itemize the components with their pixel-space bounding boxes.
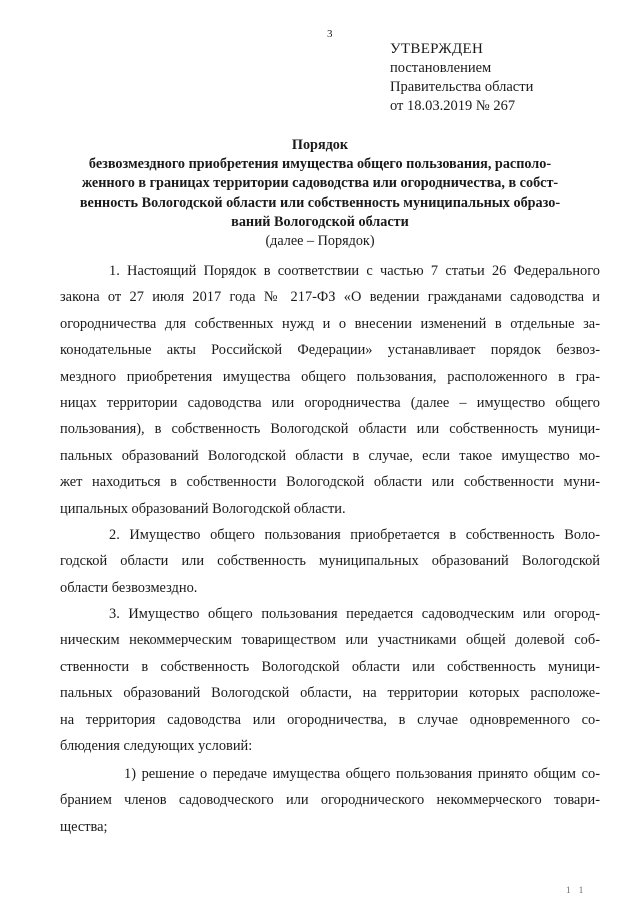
- paragraph-line: огородничества для собственных нужд и о внесении изменений в отдельные за-: [60, 315, 600, 332]
- paragraph-line: 1. Настоящий Порядок в соответствии с частью 7 статьи 26 Федерального: [109, 263, 600, 279]
- paragraph-3-item-1: [60, 761, 600, 840]
- approval-line-government: Правительства области: [390, 79, 534, 95]
- paragraph-line: ницах территории садоводства или огородничества (далее – имущество общего: [60, 394, 600, 411]
- paragraph-line: 2. Имущество общего пользования приобретается в собственность Воло-: [109, 527, 600, 543]
- paragraph-line: ническим некоммерческим товариществом или участниками общей долевой соб-: [60, 632, 600, 649]
- footer-mark: 1 1: [566, 885, 587, 895]
- document-title-block: [60, 136, 580, 251]
- title-line: безвозмездного приобретения имущества общего пользования, располо-: [88, 156, 552, 173]
- paragraph-line: ципальных образований Вологодской области.: [60, 500, 346, 517]
- title-line: венность Вологодской области или собственность муниципальных образо-: [79, 194, 561, 211]
- page-number: 3: [327, 28, 333, 40]
- approved-label: УТВЕРЖДЕН: [390, 41, 484, 57]
- paragraph-line: ственности в собственность Вологодской области или собственность муници-: [60, 658, 600, 675]
- approval-line-resolution: постановлением: [390, 60, 492, 76]
- title-note: (далее – Порядок): [265, 233, 375, 250]
- paragraph-line: годской области или собственность муниципальных образований Вологодской: [60, 553, 600, 570]
- title-line: ваний Вологодской области: [231, 213, 409, 230]
- paragraph-line: области безвозмездно.: [60, 579, 198, 596]
- approval-stamp-block: [390, 40, 533, 116]
- paragraph-line: жет находиться в собственности Вологодской области или собственности муни-: [60, 474, 600, 491]
- paragraph-1: [60, 258, 600, 522]
- paragraph-line: 1) решение о передаче имущества общего пользования принято общим со-: [124, 766, 600, 782]
- paragraph-line: щества;: [60, 818, 108, 835]
- paragraph-line: мездного приобретения имущества общего пользования, расположенного в гра-: [60, 368, 600, 385]
- paragraph-line: пальных образований Вологодской области, на территории которых расположе-: [60, 685, 600, 702]
- paragraph-line: на территория садоводства или огородничества, в случае одновременного со-: [60, 711, 600, 728]
- paragraph-3: [60, 601, 600, 759]
- paragraph-line: бранием членов садоводческого или огороднического некоммерческого товари-: [60, 792, 600, 809]
- title-line: женного в границах территории садоводства или огородничества, в собст-: [81, 175, 559, 192]
- approval-line-date-number: от 18.03.2019 № 267: [390, 98, 516, 114]
- paragraph-2: [60, 522, 600, 601]
- paragraph-line: конодательные акты Российской Федерации» устанавливает порядок безвоз-: [60, 342, 600, 359]
- paragraph-line: пользования), в собственность Вологодской области или собственность муници-: [60, 421, 600, 438]
- paragraph-line: пальных образований Вологодской области в случае, если такое имущество мо-: [60, 447, 600, 464]
- document-title: Порядок: [291, 137, 349, 153]
- paragraph-line: блюдения следующих условий:: [60, 737, 253, 754]
- paragraph-line: 3. Имущество общего пользования передается садоводческим или огород-: [109, 606, 600, 622]
- paragraph-line: закона от 27 июля 2017 года № 217-ФЗ «О ведении гражданами садоводства и: [60, 289, 600, 306]
